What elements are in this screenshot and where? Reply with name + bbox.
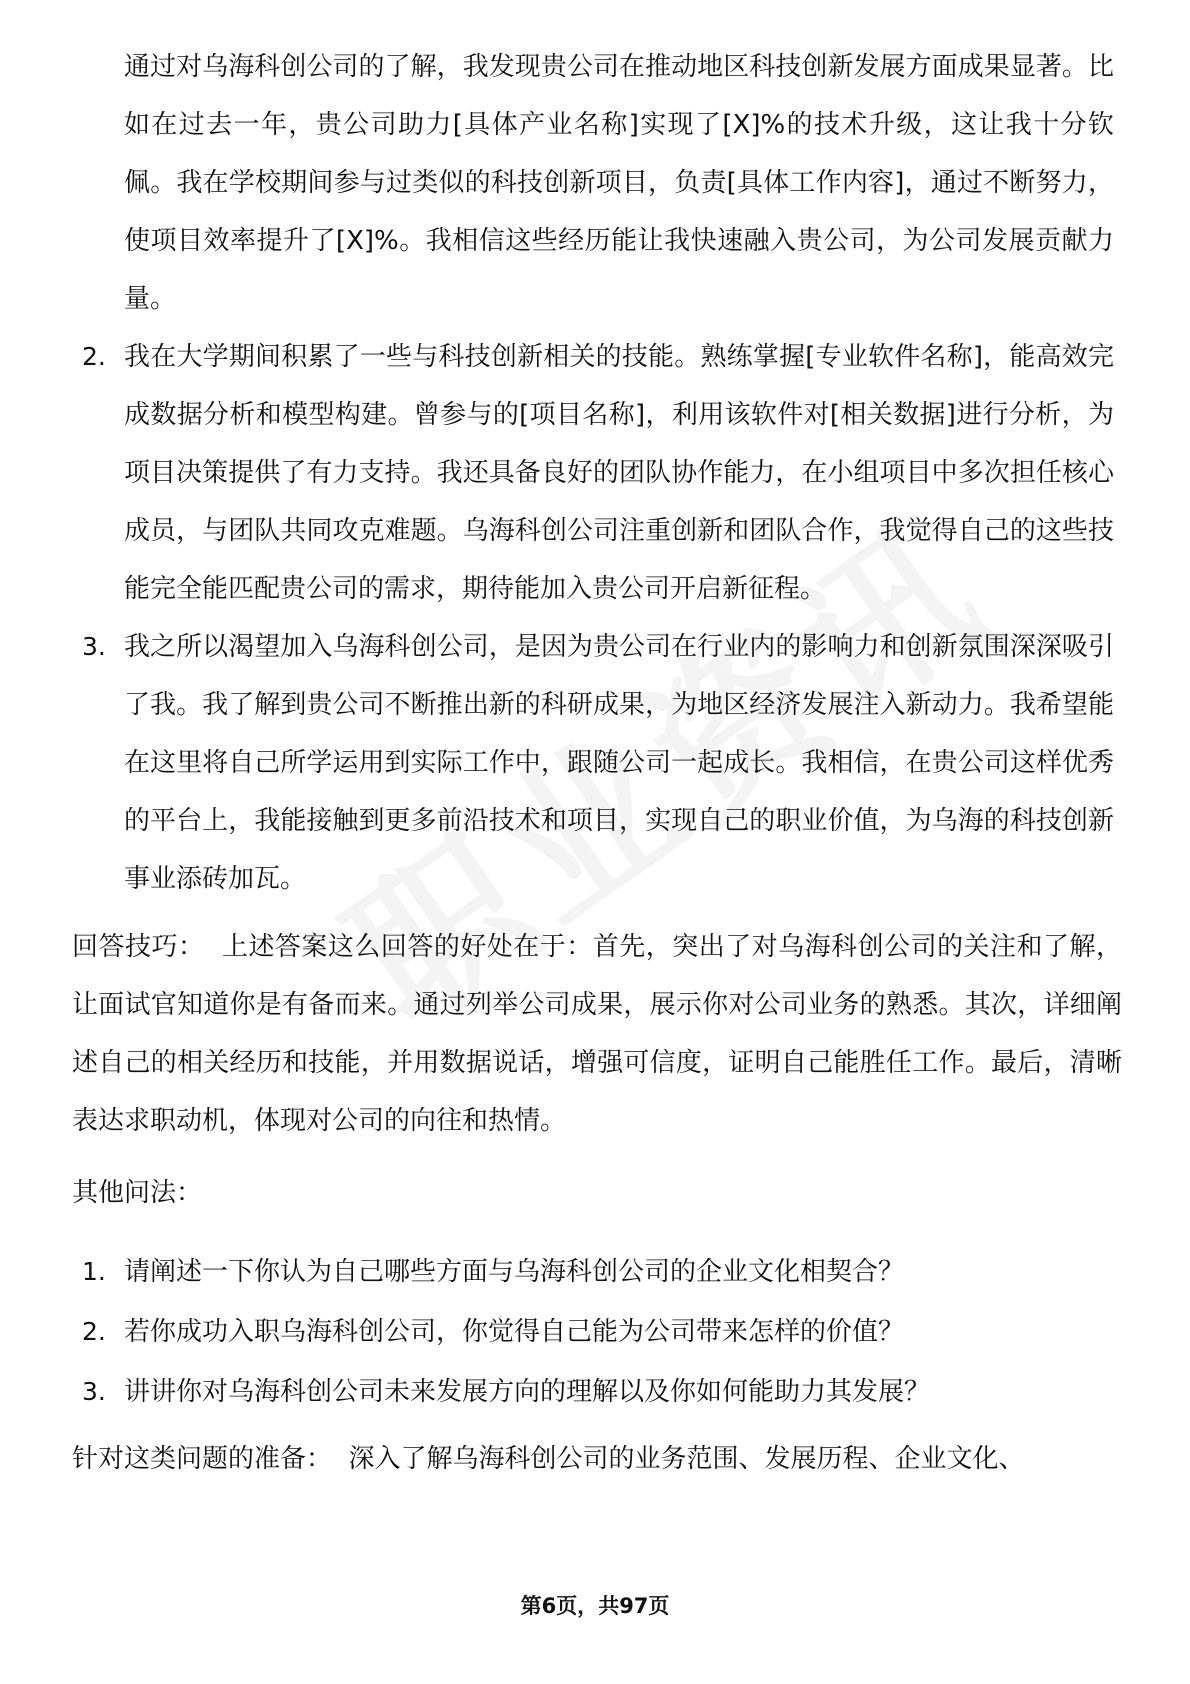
question-text: 若你成功入职乌海科创公司，你觉得自己能为公司带来怎样的价值？ [124, 1317, 905, 1347]
other-questions-list [0, 1242, 1190, 1422]
list-item [0, 38, 1190, 328]
question-number: 1. [82, 1257, 106, 1286]
question-number: 2. [82, 1317, 106, 1346]
question-item [0, 1362, 1190, 1422]
list-item [0, 618, 1190, 908]
preparation-paragraph [72, 1430, 1122, 1488]
preparation-label: 针对这类问题的准备： [72, 1444, 333, 1474]
page-number-footer: 第6页，共97页 [520, 1594, 670, 1618]
tips-text: 上述答案这么回答的好处在于：首先，突出了对乌海科创公司的关注和了解，让面试官知道你是有备而来。通过列举公司成果，展示你对公司业务的熟悉。其次，详细阐述自己的相关经历和技能，并用数据说话，增强可信度，证明自己能胜任工作。最后，清晰表达求职动机，体现对公司的向往和热情。 [72, 932, 1122, 1136]
question-text: 请阐述一下你认为自己哪些方面与乌海科创公司的企业文化相契合？ [124, 1257, 905, 1287]
tips-spacer [204, 932, 222, 962]
other-questions-heading: 其他问法： [72, 1178, 203, 1208]
list-item-text: 通过对乌海科创公司的了解，我发现贵公司在推动地区科技创新发展方面成果显著。比如在过去一年，贵公司助力[具体产业名称]实现了[X]%的技术升级，这让我十分钦佩。我在学校期间参与过类似的科技创新项目，负责[具体工作内容]，通过不断努力，使项目效率提升了[X]%。我相信这些经历能让我快速融入贵公司，为公司发展贡献力量。 [124, 52, 1114, 314]
list-item-text: 我在大学期间积累了一些与科技创新相关的技能。熟练掌握[专业软件名称]，能高效完成数据分析和模型构建。曾参与的[项目名称]，利用该软件对[相关数据]进行分析，为项目决策提供了有力支持。我还具备良好的团队协作能力，在小组项目中多次担任核心成员，与团队共同攻克难题。乌海科创公司注重创新和团队合作，我觉得自己的这些技能完全能匹配贵公司的需求，期待能加入贵公司开启新征程。 [124, 342, 1114, 604]
question-text: 讲讲你对乌海科创公司未来发展方向的理解以及你如何能助力其发展？ [124, 1377, 931, 1407]
preparation-spacer [332, 1444, 349, 1474]
question-item [0, 1242, 1190, 1302]
answer-list [0, 38, 1190, 908]
list-item [0, 328, 1190, 618]
tips-label: 回答技巧： [72, 932, 205, 962]
tips-paragraph [72, 918, 1122, 1150]
preparation-text: 深入了解乌海科创公司的业务范围、发展历程、企业文化、 [348, 1444, 1025, 1474]
list-item-text: 我之所以渴望加入乌海科创公司，是因为贵公司在行业内的影响力和创新氛围深深吸引了我。我了解到贵公司不断推出新的科研成果，为地区经济发展注入新动力。我希望能在这里将自己所学运用到实际工作中，跟随公司一起成长。我相信，在贵公司这样优秀的平台上，我能接触到更多前沿技术和项目，实现自己的职业价值，为乌海的科技创新事业添砖加瓦。 [124, 632, 1114, 894]
list-item-number: 3. [82, 632, 106, 661]
question-item [0, 1302, 1190, 1362]
question-number: 3. [82, 1377, 106, 1406]
list-item-number: 2. [82, 342, 106, 371]
